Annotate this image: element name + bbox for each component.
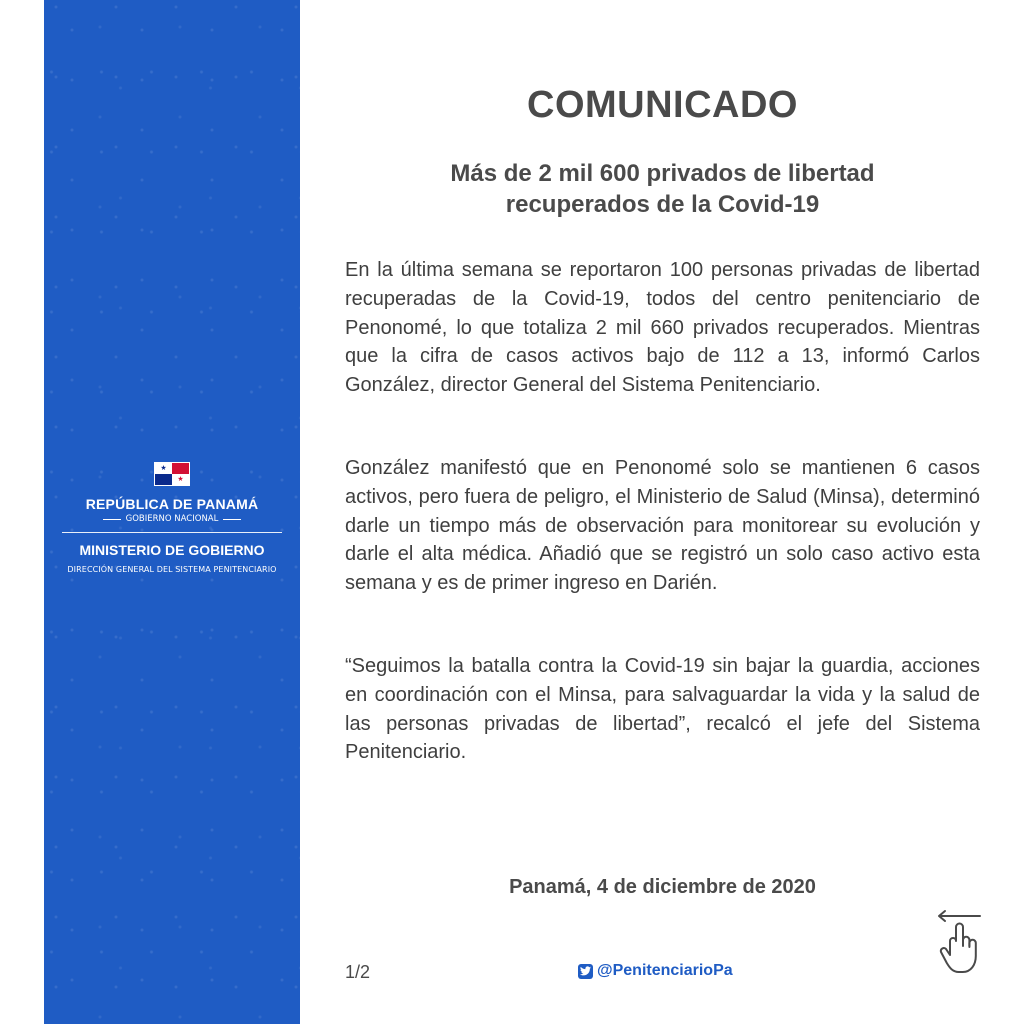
left-margin bbox=[0, 0, 44, 1024]
country-name: REPÚBLICA DE PANAMÁ bbox=[85, 496, 259, 512]
twitter-handle[interactable] bbox=[578, 962, 733, 980]
blue-side-panel bbox=[44, 0, 300, 1024]
headline: Más de 2 mil 600 privados de libertad recuperados de la Covid-19 bbox=[450, 160, 875, 218]
paragraph-3: “Seguimos la batalla contra la Covid-19 sin bajar la guardia, acciones en coordinación con el Minsa, para salvaguardar la vida y la salud de las personas privadas de libertad”, recalcó el jefe del Sistema Penitenciario. bbox=[345, 655, 980, 764]
logo-divider bbox=[62, 532, 282, 533]
twitter-handle-text: @PenitenciarioPa bbox=[597, 962, 733, 979]
paragraph-2: González manifestó que en Penonomé solo se mantienen 6 casos activos, pero fuera de peligro, el Ministerio de Salud (Minsa), determinó darle un tiempo más de observación para monitorear su evolución y darle el alta médica. Añadió que se registró un solo caso activo esta semana y es de primer ingreso en Darién. bbox=[345, 457, 980, 595]
swipe-hand-icon bbox=[934, 908, 986, 978]
paragraph-1: En la última semana se reportaron 100 personas privadas de libertad recuperadas de la Covid-19, todos del centro penitenciario de Penonomé, lo que totaliza 2 mil 660 privados recuperados. Mientras que la cifra de casos activos bajo de 112 a 13, informó Carlos González, director General del Sistema Penitenciario. bbox=[345, 259, 980, 397]
page-number: 1/2 bbox=[345, 962, 371, 982]
government-label: GOBIERNO NACIONAL bbox=[44, 514, 300, 524]
twitter-icon bbox=[578, 964, 593, 979]
government-logo bbox=[44, 462, 300, 574]
panama-flag-icon: ★ ★ bbox=[154, 462, 190, 486]
page-title: COMUNICADO bbox=[527, 84, 798, 126]
ministry-name: MINISTERIO DE GOBIERNO bbox=[79, 542, 265, 558]
date-line: Panamá, 4 de diciembre de 2020 bbox=[509, 876, 816, 898]
directorate-name: DIRECCIÓN GENERAL DEL SISTEMA PENITENCIARIO bbox=[67, 565, 277, 574]
